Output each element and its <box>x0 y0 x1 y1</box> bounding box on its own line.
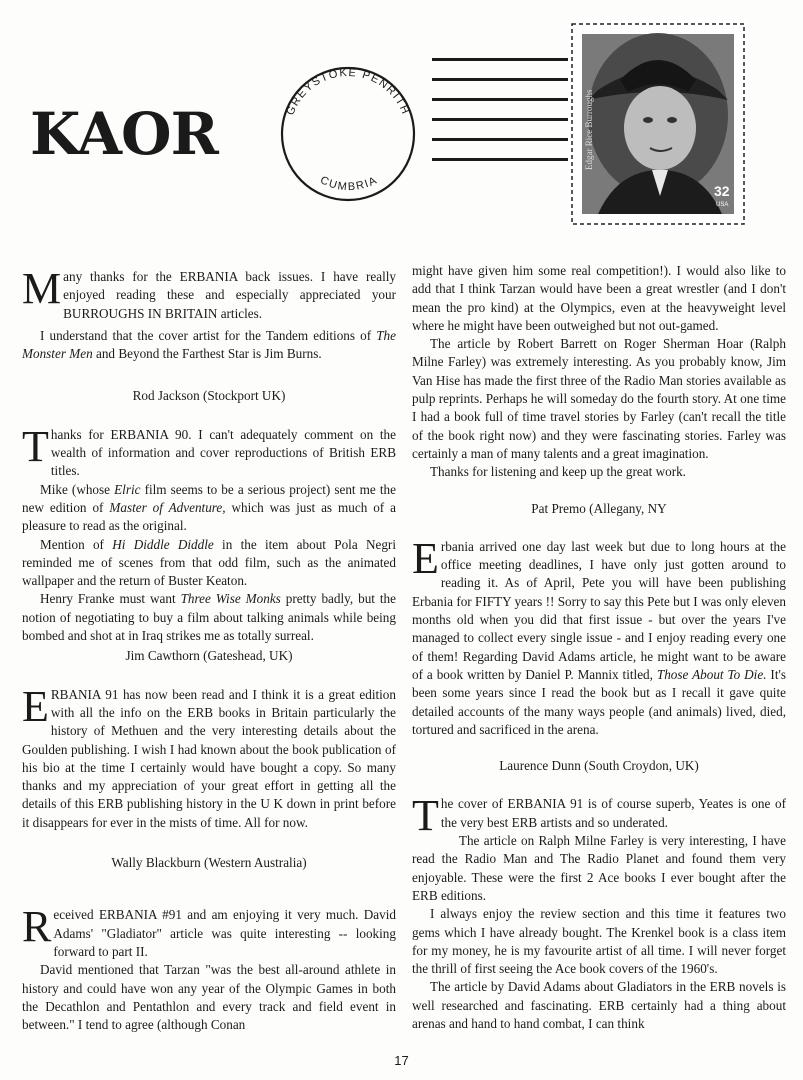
letter-1-para-1: Many thanks for the ERBANIA back issues. I have really enjoyed reading these and especially appreciated your BURROUGHS IN BRITAIN articles. <box>22 264 396 321</box>
left-column <box>22 264 397 1034</box>
signature-pat-premo: Pat Premo (Allegany, NY <box>531 500 667 516</box>
dropcap-m: M <box>22 264 62 313</box>
signature-laurence-dunn: Laurence Dunn (South Croydon, UK) <box>499 758 699 774</box>
letter-2-para-3: Mention of Hi Diddle Diddle in the item about Pola Negri reminded me of scenes from that odd film, such as the animated wallpaper and the return of Buster Keaton. <box>22 536 396 589</box>
dropcap-r: R <box>22 902 52 952</box>
signature-jim-cawthorn: Jim Cawthorn (Gateshead, UK) <box>125 648 293 664</box>
letter-cover-para-2: The article on Ralph Milne Farley is very interesting, I have read the Radio Man and The Radio Planet and found them very enjoyable. These were the first 2 Ace books I ever bought after the ERB editions. <box>412 833 786 903</box>
letter-erbania-para-1: Erbania arrived one day last week but due to long hours at the office meeting deadlines, I have only just gotten around to reading it. As of April, Pete you will have been publishing Erbania for FIFTY years !! Sorry to say this Pete but I was only eleven months old when you did that first issue - but over the years I've managed to collect every single issue - and I enjoy reading every one of them! Regarding David Adams article, he might want to be aware of a book written by Daniel P. Mannix titled, Those About To Die. It's been some years since I read the book but as I recall it gave quite detailed accounts of the many ways people (and animals) lived, died, tortured and sacrificed in the arena. <box>412 533 786 737</box>
letter-1-para-2: I understand that the cover artist for the Tandem editions of The Monster Men and Beyond the Farthest Star is Jim Burns. <box>22 327 396 362</box>
right-continuation-3: Thanks for listening and keep up the great work. <box>430 464 686 480</box>
stamp-value: 32 <box>714 183 730 199</box>
letter-3-para-1: ERBANIA 91 has now been read and I think it is a great edition with all the info on the ERB books in Britain particularly the history of Methuen and the very interesting details about the Goulden publishing. I wish I had known about the book publication of his bio at the time I certainly would have bought a copy. So many thanks and my appreciation of your great effort in getting all the details of this ERB publishing history in the U K down in print before it disappears for ever in the mists of time. All for now. <box>22 681 396 830</box>
postmark-circle <box>268 48 428 208</box>
stamp-country: USA <box>716 202 729 208</box>
letter-2-para-1: Thanks for ERBANIA 90. I can't adequately comment on the wealth of information and cover reproductions of British ERB titles. <box>22 421 396 479</box>
dropcap-t2: T <box>412 791 439 841</box>
italic-monster-men: The Monster Men <box>22 327 396 362</box>
right-column <box>412 262 786 1033</box>
letter-cover-para-1: The cover of ERBANIA 91 is of course superb, Yeates is one of the very best ERB artists and so underated. <box>412 791 786 841</box>
dropcap-e2: E <box>412 533 439 583</box>
letter-4-para-2: David mentioned that Tarzan "was the best all-around athlete in history and could have won any year of the Olympic Games in both the Decathlon and Pentathlon and every track and field event in between." I tend to agree (although Conan <box>22 962 396 1033</box>
postmark-bottom-text: CUMBRIA <box>318 174 380 194</box>
letter-cover-para-4: The article by David Adams about Gladiators in the ERB novels is well researched and fascinating. ERB certainly had a thing about arenas and hand to hand combat, I can think <box>412 979 786 1031</box>
letter-4-para-1: Received ERBANIA #91 and am enjoying it very much. David Adams' "Gladiator" article was quite interesting -- looking forward to part II. <box>22 902 396 959</box>
letter-2-para-2: Mike (whose Elric film seems to be a serious project) sent me the new edition of Master of Adventure, which was just as much of a pleasure to read as the original. <box>22 481 396 534</box>
signature-rod-jackson: Rod Jackson (Stockport UK) <box>132 388 286 404</box>
letter-2-para-4: Henry Franke must want Three Wise Monks pretty badly, but the notion of negotiating to buy a film about talking animals while being bombed and shot at in Iraq strikes me as totally surreal. <box>22 591 397 644</box>
letter-cover-para-3: I always enjoy the review section and this time it features two gems which I have already bought. The Krenkel book is a class item for my money, he is my favourite artist of all time. I will never forget the thrill of first seeing the Ace book covers of the 1960's. <box>412 906 786 977</box>
kaor-logo: KAOR <box>30 100 218 168</box>
postmark-top-text: GREYSTOKE PENRITH <box>284 66 412 118</box>
svg-text:GREYSTOKE PENRITH <box>284 67 411 117</box>
stamp-name-text: Edgar Rice Burroughs <box>584 89 594 170</box>
right-continuation-2: The article by Robert Barrett on Roger Sherman Hoar (Ralph Milne Farley) was extremely interesting. As you probably know, Jim Van Hise has made the first three of the Radio Man stories available as pulp reprints. Perhaps he will someday do the fourth story. At one time I had a book full of time travel stories by Farley (can't recall the title of the book right now) and they were fascinating stories. Farley was certainly a man of many talents and a great imagination. <box>412 336 786 461</box>
right-continuation-1: might have given him some real competition!). I would also like to add that I think Tarzan would have been a great wrestler (and I don't mean the pro kind) at the Olympics, even at the heavyweight level where he might have been outweighed but not out-gamed. <box>412 263 786 333</box>
dropcap-t: T <box>22 421 49 471</box>
page-number: 17 <box>394 1053 409 1068</box>
cancellation-lines <box>432 50 574 190</box>
postage-stamp <box>568 20 748 228</box>
svg-text:CUMBRIA <box>318 174 379 193</box>
signature-wally-blackburn: Wally Blackburn (Western Australia) <box>111 855 307 871</box>
dropcap-e: E <box>22 681 49 731</box>
